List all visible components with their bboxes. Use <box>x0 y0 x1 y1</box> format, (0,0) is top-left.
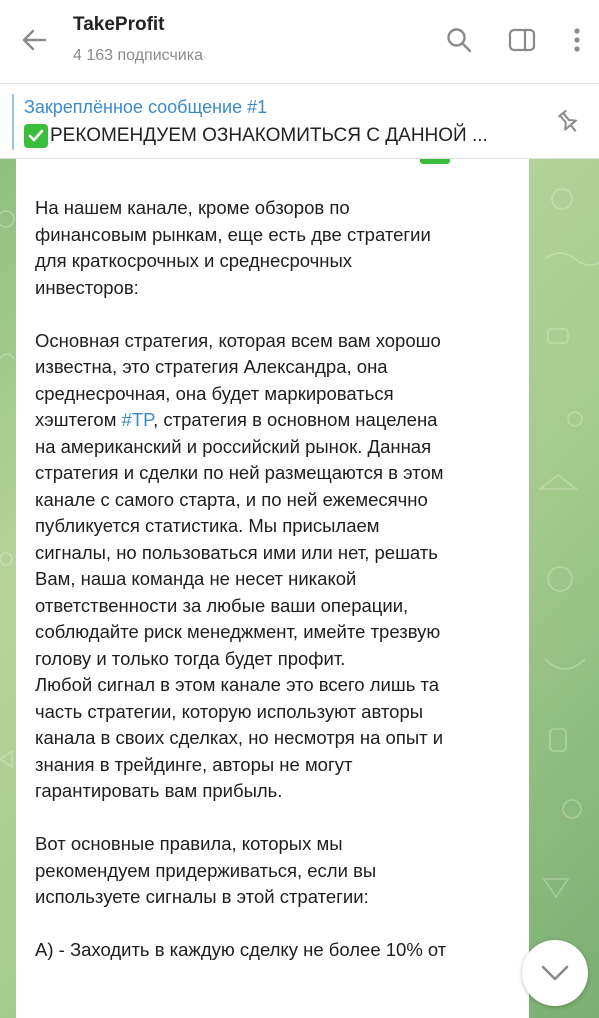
pinned-indicator <box>12 94 14 150</box>
unpin-icon <box>554 108 582 136</box>
paragraph-rules: Вот основные правила, которых мы рекомендуем придерживаться, если вы используете сигналы в этой стратегии: <box>35 833 377 907</box>
pinned-text: РЕКОМЕНДУЕМ ОЗНАКОМИТЬСЯ С ДАННОЙ ... <box>50 125 488 146</box>
more-vertical-icon <box>573 27 581 53</box>
sidebar-icon <box>508 28 536 52</box>
search-button[interactable] <box>443 24 475 56</box>
paragraph-strategy-a: Основная стратегия, которая всем вам хорошо известна, это стратегия Александра, она среднесрочная, она будет маркироваться хэштегом <box>35 329 441 430</box>
scroll-down-button[interactable] <box>522 940 588 1006</box>
sidebar-toggle-button[interactable] <box>506 24 538 56</box>
chat-header <box>0 0 599 84</box>
message-text <box>35 195 515 964</box>
check-mark-icon <box>24 124 48 148</box>
chevron-down-icon <box>540 964 570 982</box>
emoji-fragment <box>420 159 450 164</box>
hashtag-link[interactable]: #TP <box>121 409 154 430</box>
back-button[interactable] <box>16 22 52 58</box>
paragraph-rule-a: А) - Заходить в каждую сделку не более 10% от <box>35 939 447 960</box>
back-arrow-icon <box>21 29 47 51</box>
pinned-label: Закреплённое сообщение #1 <box>24 97 268 117</box>
pinned-preview[interactable] <box>24 124 488 148</box>
channel-title[interactable]: TakeProfit <box>73 14 165 35</box>
search-icon <box>446 27 472 53</box>
unpin-button[interactable] <box>552 106 584 138</box>
subscriber-count: 4 163 подписчика <box>73 47 203 64</box>
paragraph-intro: На нашем канале, кроме обзоров по финансовым рынкам, еще есть две стратегии для краткосрочных и среднесрочных инвесторов: <box>35 197 431 298</box>
paragraph-strategy-b: , стратегия в основном нацелена на американский и российский рынок. Данная стратегия и сделки по ней размещаются в этом канале с самого старта, и по ней ежемесячно публикуется статистика. Мы присылаем сигналы, но пользоваться ими или нет, решать Вам, наша команда не несет никакой ответственности за любые ваши операции, соблюдайте риск менеджмент, имейте трезвую голову и только тогда будет профит. Любой сигнал в этом канале это всего лишь та часть стратегии, которую используют авторы канала в своих сделках, но несмотря на опыт и знания в трейдинге, авторы не могут гарантировать вам прибыль. <box>35 409 444 801</box>
more-button[interactable] <box>561 24 593 56</box>
